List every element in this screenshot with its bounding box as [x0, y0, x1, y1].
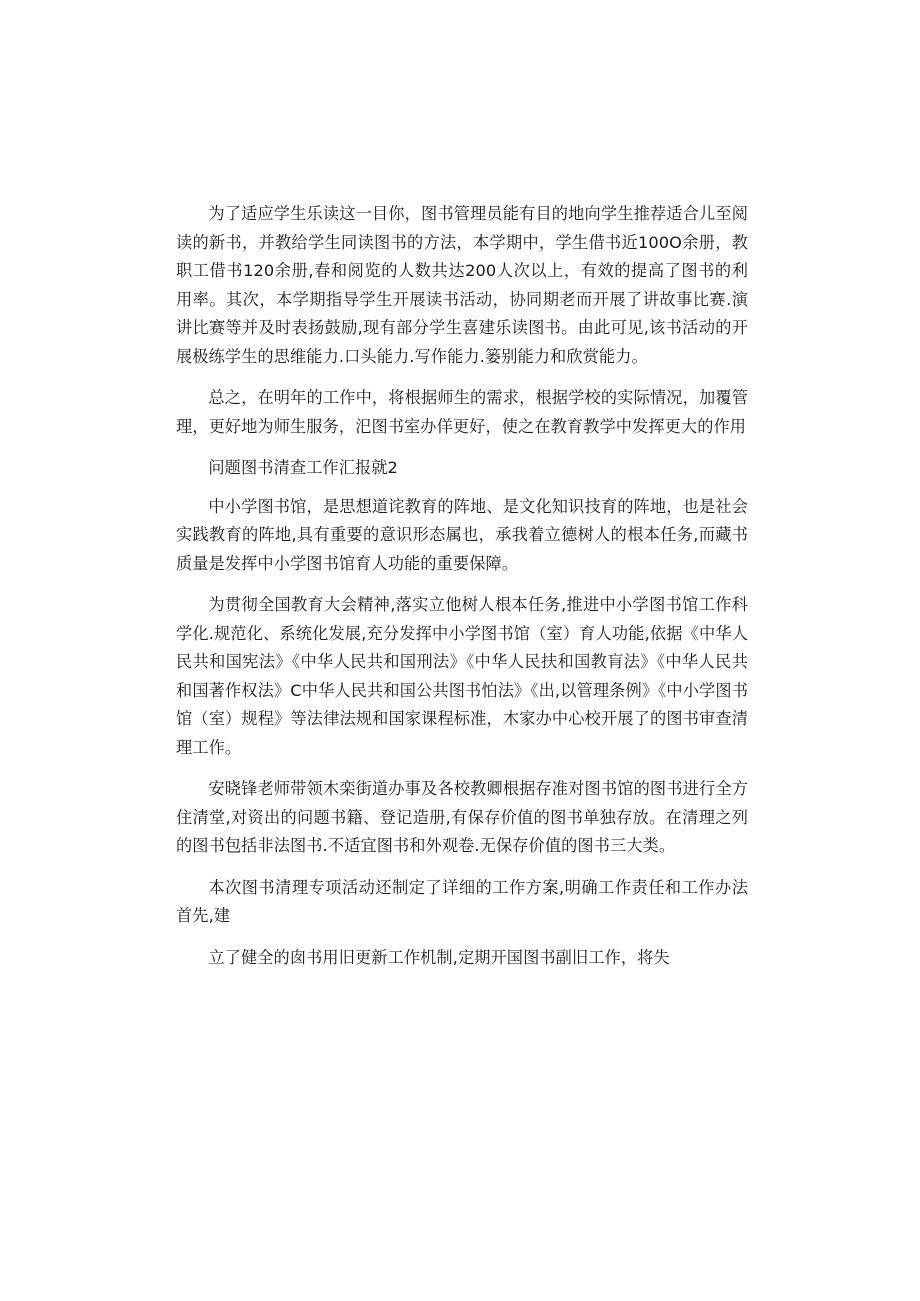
paragraph-reading-activities: 为了适应学生乐读这一目你，图书管理员能有目的地向学生推荐适合儿至阅读的新书，并教给学生同读图书的方法，本学期中，学生借书近100O余册，教职工借书120余册,春和阅览的人数共达200人次以上，有效的提高了图书的利用率。其次，本学期指导学生开展读书活动，协同期老而开展了讲故事比赛.演讲比赛等并及时表扬鼓励,现有部分学生喜建乐读图书。由此可见,该书活动的开展极练学生的思维能力.口头能力.写作能力.篓别能力和欣赏能力。	[176, 204, 748, 366]
paragraph-library-role: 中小学图书馆，是思想道诧教育的阵地、是文化知识技育的阵地，也是社会实践教育的阵地,具有重要的意识形态属也，承我着立德树人的根本任务,而藏书质量是发挥中小学图书馆育人功能的重要保障。	[176, 496, 748, 573]
paragraph-summary: 总之，在明年的工作中，将根据师生的需求，根据学校的实际情况，加覆管理，更好地为师生服务，汜图书室办佯更好，使之在教育教学中发挥更大的作用	[176, 388, 748, 436]
paragraph-work-plan: 本次图书清理专项活动还制定了详细的工作方案,明确工作责任和工作办法首先,建	[176, 877, 748, 925]
paragraph-legal-basis: 为贯彻全国教育大会精神,落实立他树人根本任务,推进中小学图书馆工作科学化.规范化、系统化发展,充分发挥中小学图书馆（室）育人功能,依据《中华人民共和国宪法》《中华人民共和国刑法》《中华人民扶和国教肓法》《中华人民共和国著作权法》C中华人民共和国公共图书怕法》《出,以管理条例》《中小学图书馆（室）规程》等法律法规和国家课程标准，木家办中心校开展了的图书审查清理工作。	[176, 595, 748, 757]
document-body	[176, 200, 748, 985]
paragraph-continuation: 立了健全的囱书用旧更新工作机制,定期开国图书副旧工作，将失	[208, 947, 670, 967]
paragraph-cleanup-process: 安晓锋老师带领木栾街道办事及各校教卿根据存准对图书馆的图书进行全方住清堂,对资出的问题书籍、登记造册,有保存价值的图书单独存放。在清理之列的图书包括非法图书.不适宜图书和外观卷.无保存价值的图书三大类。	[176, 779, 748, 855]
section-heading: 问题图书清查工作汇报就2	[208, 458, 398, 477]
